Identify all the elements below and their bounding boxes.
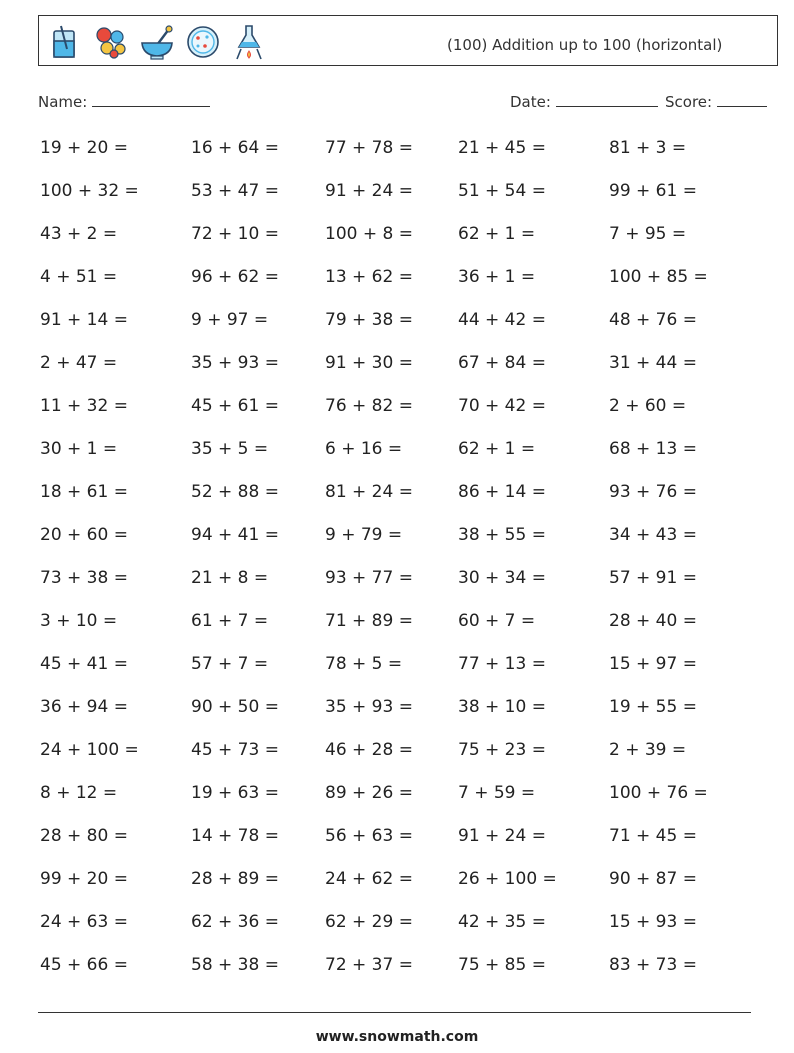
problem-item: 34 + 43 = (609, 525, 697, 545)
molecule-icon (93, 23, 129, 61)
problem-item: 26 + 100 = (458, 869, 557, 889)
problem-item: 78 + 5 = (325, 654, 403, 674)
problem-item: 45 + 73 = (191, 740, 279, 760)
problem-item: 94 + 41 = (191, 525, 279, 545)
problem-item: 75 + 85 = (458, 955, 546, 975)
problem-item: 93 + 76 = (609, 482, 697, 502)
problem-item: 72 + 37 = (325, 955, 413, 975)
problem-item: 38 + 55 = (458, 525, 546, 545)
problem-item: 19 + 20 = (40, 138, 128, 158)
problem-item: 28 + 80 = (40, 826, 128, 846)
problem-item: 35 + 93 = (191, 353, 279, 373)
score-field (665, 92, 767, 111)
problem-item: 99 + 61 = (609, 181, 697, 201)
flask-burner-icon (231, 23, 267, 61)
problem-item: 2 + 39 = (609, 740, 687, 760)
problem-item: 3 + 10 = (40, 611, 118, 631)
problem-item: 8 + 12 = (40, 783, 118, 803)
problem-item: 7 + 95 = (609, 224, 687, 244)
petri-dish-icon (185, 23, 221, 61)
problem-item: 9 + 79 = (325, 525, 403, 545)
problem-item: 46 + 28 = (325, 740, 413, 760)
problem-item: 71 + 45 = (609, 826, 697, 846)
problem-item: 35 + 93 = (325, 697, 413, 717)
score-label: Score: (665, 93, 713, 111)
problem-item: 91 + 14 = (40, 310, 128, 330)
problem-item: 24 + 63 = (40, 912, 128, 932)
problem-item: 52 + 88 = (191, 482, 279, 502)
problem-item: 57 + 7 = (191, 654, 269, 674)
problem-item: 2 + 47 = (40, 353, 118, 373)
problem-item: 21 + 8 = (191, 568, 269, 588)
problem-item: 100 + 76 = (609, 783, 708, 803)
problem-item: 60 + 7 = (458, 611, 536, 631)
problem-item: 58 + 38 = (191, 955, 279, 975)
problem-item: 93 + 77 = (325, 568, 413, 588)
problem-item: 30 + 34 = (458, 568, 546, 588)
beaker-icon (47, 23, 83, 61)
problem-item: 6 + 16 = (325, 439, 403, 459)
date-label: Date: (510, 93, 551, 111)
problem-item: 45 + 66 = (40, 955, 128, 975)
problem-item: 15 + 97 = (609, 654, 697, 674)
problem-item: 19 + 63 = (191, 783, 279, 803)
problem-item: 77 + 78 = (325, 138, 413, 158)
problem-item: 24 + 62 = (325, 869, 413, 889)
problem-item: 36 + 1 = (458, 267, 536, 287)
problem-item: 19 + 55 = (609, 697, 697, 717)
problem-item: 99 + 20 = (40, 869, 128, 889)
problem-item: 11 + 32 = (40, 396, 128, 416)
problem-item: 91 + 24 = (325, 181, 413, 201)
problem-item: 28 + 40 = (609, 611, 697, 631)
name-field (38, 92, 210, 111)
score-blank-line[interactable] (717, 92, 767, 107)
problem-item: 81 + 3 = (609, 138, 687, 158)
problem-item: 2 + 60 = (609, 396, 687, 416)
problem-item: 36 + 94 = (40, 697, 128, 717)
problem-item: 51 + 54 = (458, 181, 546, 201)
problem-item: 30 + 1 = (40, 439, 118, 459)
problem-item: 18 + 61 = (40, 482, 128, 502)
problem-item: 62 + 1 = (458, 439, 536, 459)
problem-item: 14 + 78 = (191, 826, 279, 846)
problem-item: 61 + 7 = (191, 611, 269, 631)
problem-item: 73 + 38 = (40, 568, 128, 588)
problem-item: 100 + 8 = (325, 224, 413, 244)
problem-item: 43 + 2 = (40, 224, 118, 244)
problem-item: 53 + 47 = (191, 181, 279, 201)
problem-item: 72 + 10 = (191, 224, 279, 244)
problem-item: 42 + 35 = (458, 912, 546, 932)
problem-item: 44 + 42 = (458, 310, 546, 330)
problem-item: 62 + 29 = (325, 912, 413, 932)
worksheet-title: (100) Addition up to 100 (horizontal) (447, 36, 723, 54)
problem-item: 7 + 59 = (458, 783, 536, 803)
problem-item: 16 + 64 = (191, 138, 279, 158)
problem-item: 20 + 60 = (40, 525, 128, 545)
problem-item: 90 + 87 = (609, 869, 697, 889)
problem-item: 83 + 73 = (609, 955, 697, 975)
worksheet-header (38, 15, 778, 66)
problem-item: 81 + 24 = (325, 482, 413, 502)
problem-item: 45 + 41 = (40, 654, 128, 674)
problem-item: 67 + 84 = (458, 353, 546, 373)
problem-item: 68 + 13 = (609, 439, 697, 459)
problem-item: 38 + 10 = (458, 697, 546, 717)
problem-item: 57 + 91 = (609, 568, 697, 588)
problem-item: 45 + 61 = (191, 396, 279, 416)
problem-item: 31 + 44 = (609, 353, 697, 373)
problem-item: 91 + 24 = (458, 826, 546, 846)
problem-item: 62 + 1 = (458, 224, 536, 244)
problem-item: 70 + 42 = (458, 396, 546, 416)
problem-item: 100 + 85 = (609, 267, 708, 287)
problem-item: 90 + 50 = (191, 697, 279, 717)
problem-item: 28 + 89 = (191, 869, 279, 889)
problem-item: 71 + 89 = (325, 611, 413, 631)
problem-item: 15 + 93 = (609, 912, 697, 932)
problem-item: 48 + 76 = (609, 310, 697, 330)
problem-item: 9 + 97 = (191, 310, 269, 330)
problem-item: 79 + 38 = (325, 310, 413, 330)
problem-item: 77 + 13 = (458, 654, 546, 674)
problem-item: 13 + 62 = (325, 267, 413, 287)
problem-item: 96 + 62 = (191, 267, 279, 287)
mortar-pestle-icon (139, 23, 175, 61)
problem-item: 56 + 63 = (325, 826, 413, 846)
header-icons (47, 22, 267, 62)
date-field (510, 92, 658, 111)
name-label: Name: (38, 93, 88, 111)
problem-item: 76 + 82 = (325, 396, 413, 416)
problem-item: 24 + 100 = (40, 740, 139, 760)
date-blank-line[interactable] (556, 92, 658, 107)
problem-item: 62 + 36 = (191, 912, 279, 932)
footer-divider (38, 1012, 751, 1013)
name-blank-line[interactable] (92, 92, 210, 107)
problem-item: 4 + 51 = (40, 267, 118, 287)
problem-item: 75 + 23 = (458, 740, 546, 760)
footer-url: www.snowmath.com (315, 1029, 479, 1045)
problem-item: 35 + 5 = (191, 439, 269, 459)
problem-item: 21 + 45 = (458, 138, 546, 158)
problem-item: 100 + 32 = (40, 181, 139, 201)
problem-item: 89 + 26 = (325, 783, 413, 803)
problem-item: 86 + 14 = (458, 482, 546, 502)
problem-item: 91 + 30 = (325, 353, 413, 373)
